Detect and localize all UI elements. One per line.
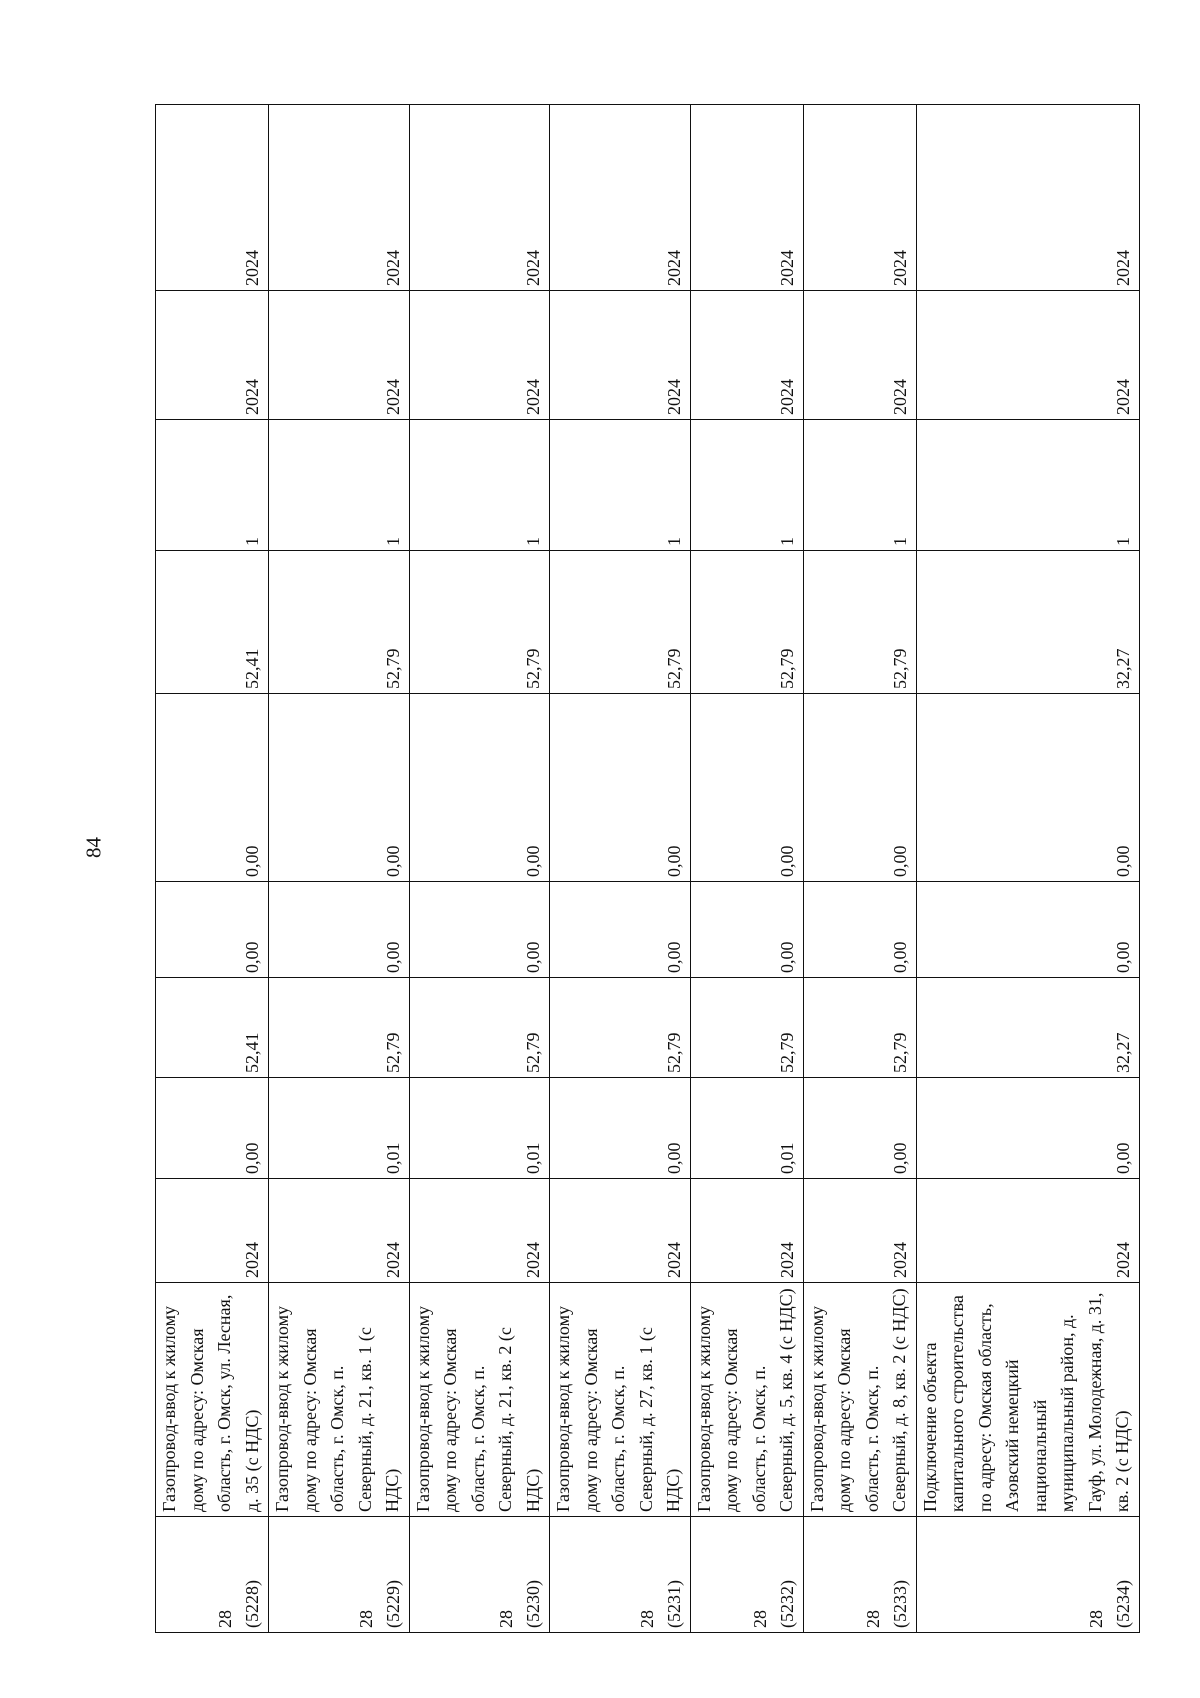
value-cell-3: 0,00 <box>156 882 269 978</box>
value-cell-2: 52,79 <box>550 978 691 1078</box>
row-number-cell <box>156 1517 269 1633</box>
year-cell: 2024 <box>156 1179 269 1283</box>
value-cell-1: 0,00 <box>803 1078 916 1179</box>
value-cell-5: 52,79 <box>269 551 410 694</box>
count-cell: 1 <box>550 420 691 551</box>
year-cell: 2024 <box>916 1179 1139 1283</box>
value-cell-1: 0,00 <box>550 1078 691 1179</box>
row-number-cell <box>550 1517 691 1633</box>
value-cell-4: 0,00 <box>690 694 803 882</box>
description-cell: Газопровод-ввод к жилому дому по адресу: Омская область, г. Омск, п. Северный, д. 8, кв. 2 (с НДС) <box>803 1283 916 1517</box>
row-sub-number: (5228) <box>242 1580 262 1628</box>
end-year-cell: 2024 <box>269 105 410 291</box>
value-cell-3: 0,00 <box>409 882 550 978</box>
end-year-cell: 2024 <box>409 105 550 291</box>
row-sub-number: (5233) <box>889 1580 910 1628</box>
value-cell-2: 52,79 <box>803 978 916 1078</box>
rotated-table-wrapper <box>155 105 1133 1633</box>
description-cell: Газопровод-ввод к жилому дому по адресу: Омская область, г. Омск, п. Северный, д. 21, кв. 2 (с НДС) <box>409 1283 550 1517</box>
value-cell-2: 52,79 <box>269 978 410 1078</box>
row-number: 28 <box>862 1610 883 1628</box>
value-cell-2: 32,27 <box>916 978 1139 1078</box>
value-cell-5: 52,41 <box>156 551 269 694</box>
row-number: 28 <box>636 1610 657 1628</box>
start-year-cell: 2024 <box>409 291 550 420</box>
value-cell-5: 52,79 <box>409 551 550 694</box>
value-cell-5: 52,79 <box>690 551 803 694</box>
row-sub-number: (5234) <box>1112 1580 1133 1628</box>
table-row <box>690 105 803 1633</box>
row-number-cell <box>803 1517 916 1633</box>
row-sub-number: (5231) <box>663 1580 684 1628</box>
value-cell-3: 0,00 <box>690 882 803 978</box>
value-cell-2: 52,79 <box>409 978 550 1078</box>
row-sub-number: (5229) <box>382 1580 403 1628</box>
year-cell: 2024 <box>550 1179 691 1283</box>
value-cell-4: 0,00 <box>269 694 410 882</box>
year-cell: 2024 <box>409 1179 550 1283</box>
end-year-cell: 2024 <box>550 105 691 291</box>
end-year-cell: 2024 <box>156 105 269 291</box>
count-cell: 1 <box>803 420 916 551</box>
count-cell: 1 <box>156 420 269 551</box>
end-year-cell: 2024 <box>803 105 916 291</box>
start-year-cell: 2024 <box>156 291 269 420</box>
start-year-cell: 2024 <box>690 291 803 420</box>
start-year-cell: 2024 <box>803 291 916 420</box>
row-number: 28 <box>496 1610 516 1628</box>
value-cell-1: 0,01 <box>409 1078 550 1179</box>
row-number: 28 <box>215 1610 235 1628</box>
year-cell: 2024 <box>690 1179 803 1283</box>
value-cell-2: 52,41 <box>156 978 269 1078</box>
description-cell: Газопровод-ввод к жилому дому по адресу: Омская область, г. Омск, ул. Лесная, д. 35 (с НДС) <box>156 1283 269 1517</box>
table-row <box>269 105 410 1633</box>
end-year-cell: 2024 <box>916 105 1139 291</box>
value-cell-1: 0,01 <box>690 1078 803 1179</box>
value-cell-3: 0,00 <box>550 882 691 978</box>
value-cell-5: 52,79 <box>803 551 916 694</box>
table-row <box>916 105 1139 1633</box>
value-cell-1: 0,00 <box>156 1078 269 1179</box>
value-cell-3: 0,00 <box>269 882 410 978</box>
start-year-cell: 2024 <box>269 291 410 420</box>
row-number-cell <box>916 1517 1139 1633</box>
value-cell-4: 0,00 <box>409 694 550 882</box>
value-cell-4: 0,00 <box>156 694 269 882</box>
table-body <box>156 105 1140 1633</box>
value-cell-3: 0,00 <box>803 882 916 978</box>
value-cell-4: 0,00 <box>550 694 691 882</box>
value-cell-2: 52,79 <box>690 978 803 1078</box>
table-row <box>803 105 916 1633</box>
count-cell: 1 <box>269 420 410 551</box>
row-sub-number: (5232) <box>776 1580 797 1628</box>
page-number: 84 <box>81 837 106 859</box>
description-cell: Газопровод-ввод к жилому дому по адресу: Омская область, г. Омск, п. Северный, д. 5, кв. 4 (с НДС) <box>690 1283 803 1517</box>
data-table <box>155 104 1140 1633</box>
end-year-cell: 2024 <box>690 105 803 291</box>
count-cell: 1 <box>916 420 1139 551</box>
description-cell: Подключение объекта капитального строительства по адресу: Омская область, Азовский немецкий национальный муниципальный район, д. Гауф, ул. Молодежная, д. 31, кв. 2 (с НДС) <box>916 1283 1139 1517</box>
row-number-cell <box>409 1517 550 1633</box>
table-row <box>550 105 691 1633</box>
row-number: 28 <box>749 1610 770 1628</box>
value-cell-1: 0,01 <box>269 1078 410 1179</box>
table-row <box>156 105 269 1633</box>
start-year-cell: 2024 <box>550 291 691 420</box>
row-number-cell <box>690 1517 803 1633</box>
value-cell-3: 0,00 <box>916 882 1139 978</box>
row-number-cell <box>269 1517 410 1633</box>
row-number: 28 <box>1085 1610 1106 1628</box>
year-cell: 2024 <box>269 1179 410 1283</box>
table-row <box>409 105 550 1633</box>
count-cell: 1 <box>409 420 550 551</box>
description-cell: Газопровод-ввод к жилому дому по адресу: Омская область, г. Омск, п. Северный, д. 27, кв. 1 (с НДС) <box>550 1283 691 1517</box>
value-cell-4: 0,00 <box>916 694 1139 882</box>
description-cell: Газопровод-ввод к жилому дому по адресу: Омская область, г. Омск, п. Северный, д. 21, кв. 1 (с НДС) <box>269 1283 410 1517</box>
value-cell-5: 32,27 <box>916 551 1139 694</box>
start-year-cell: 2024 <box>916 291 1139 420</box>
value-cell-5: 52,79 <box>550 551 691 694</box>
row-number: 28 <box>355 1610 376 1628</box>
value-cell-1: 0,00 <box>916 1078 1139 1179</box>
value-cell-4: 0,00 <box>803 694 916 882</box>
count-cell: 1 <box>690 420 803 551</box>
year-cell: 2024 <box>803 1179 916 1283</box>
row-sub-number: (5230) <box>523 1580 543 1628</box>
